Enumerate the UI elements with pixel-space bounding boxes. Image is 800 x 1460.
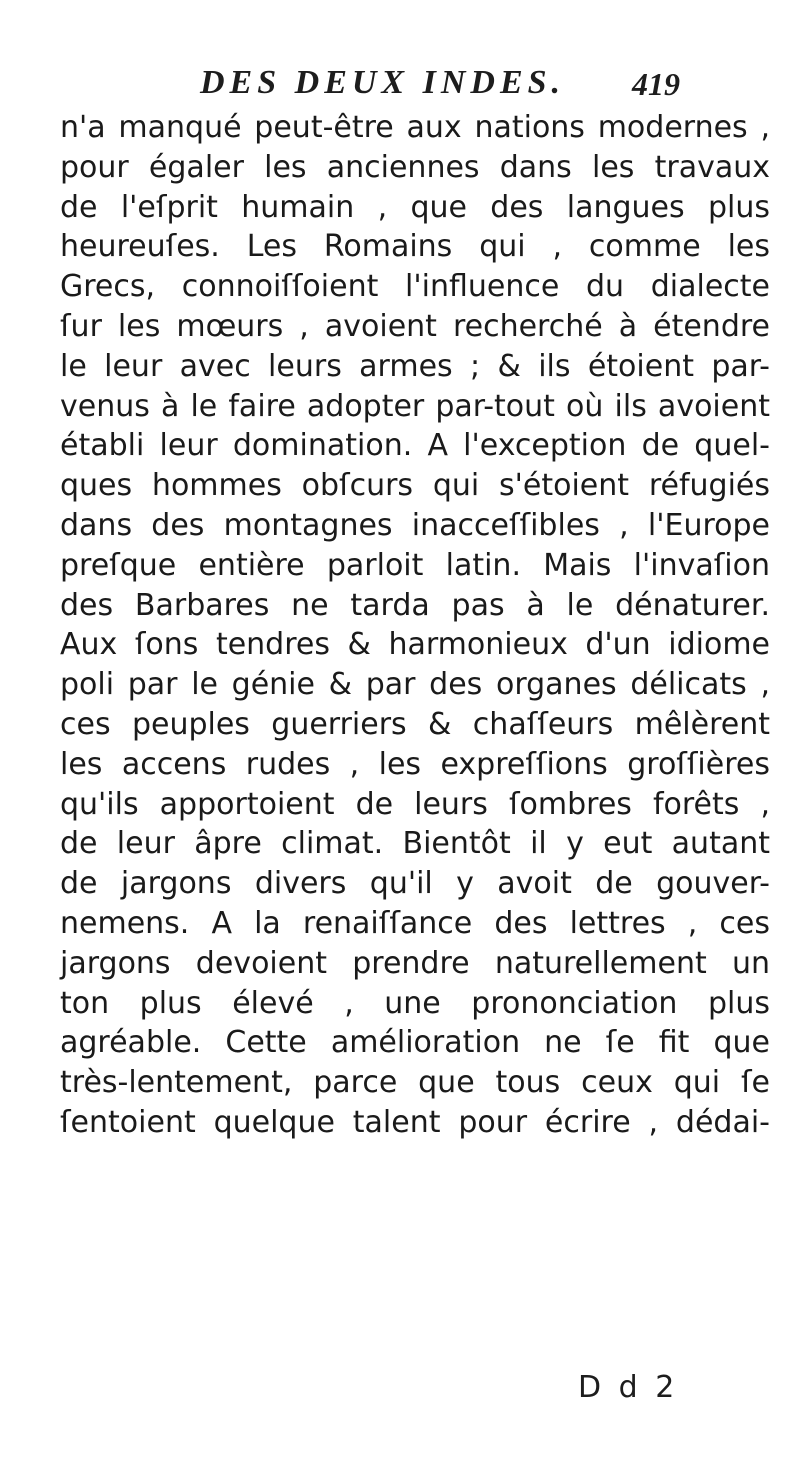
text-line: poli par le génie & par des organes délicats , — [60, 667, 770, 703]
text-line: Grecs, connoiſſoient l'influence du dialecte — [60, 269, 770, 305]
text-line: de leur âpre climat. Bientôt il y eut autant — [60, 826, 770, 862]
text-line: ſur les mœurs , avoient recherché à étendre — [60, 308, 770, 344]
text-line: ſentoient quelque talent pour écrire , dédai- — [60, 1104, 770, 1140]
signature-mark: D d 2 — [578, 1370, 679, 1405]
text-line: ces peuples guerriers & chaſſeurs mêlèrent — [60, 706, 770, 742]
text-line: preſque entière parloit latin. Mais l'invaſion — [60, 547, 770, 583]
text-line: Aux ſons tendres & harmonieux d'un idiome — [60, 627, 770, 663]
text-line: les accens rudes , les expreſſions groſſières — [60, 746, 770, 782]
text-line: de jargons divers qu'il y avoit de gouver- — [60, 866, 770, 902]
running-head: DES DEUX INDES. — [200, 64, 566, 101]
text-line: dans des montagnes inacceſſibles , l'Europe — [60, 507, 770, 543]
text-line: très-lentement, parce que tous ceux qui ſe — [60, 1065, 770, 1101]
body-text — [60, 108, 770, 1143]
text-line: de l'eſprit humain , que des langues plus — [60, 189, 770, 225]
text-line: ques hommes obſcurs qui s'étoient réfugiés — [60, 468, 770, 504]
text-line: des Barbares ne tarda pas à le dénaturer. — [60, 587, 770, 623]
text-line: heureuſes. Les Romains qui , comme les — [60, 229, 770, 265]
text-line: jargons devoient prendre naturellement un — [60, 945, 770, 981]
text-line: établi leur domination. A l'exception de quel- — [60, 428, 770, 464]
text-line: le leur avec leurs armes ; & ils étoient par- — [60, 348, 770, 384]
text-line: qu'ils apportoient de leurs ſombres forêts , — [60, 786, 770, 822]
text-line: venus à le faire adopter par-tout où ils avoient — [60, 388, 770, 424]
text-line: n'a manqué peut-être aux nations modernes , — [60, 110, 770, 145]
text-line: ton plus élevé , une prononciation plus — [60, 985, 770, 1021]
text-line: nemens. A la renaiſſance des lettres , ces — [60, 905, 770, 941]
text-line: agréable. Cette amélioration ne ſe fit que — [60, 1025, 770, 1061]
page-number: 419 — [632, 66, 680, 102]
text-line: pour égaler les anciennes dans les travaux — [60, 149, 770, 185]
